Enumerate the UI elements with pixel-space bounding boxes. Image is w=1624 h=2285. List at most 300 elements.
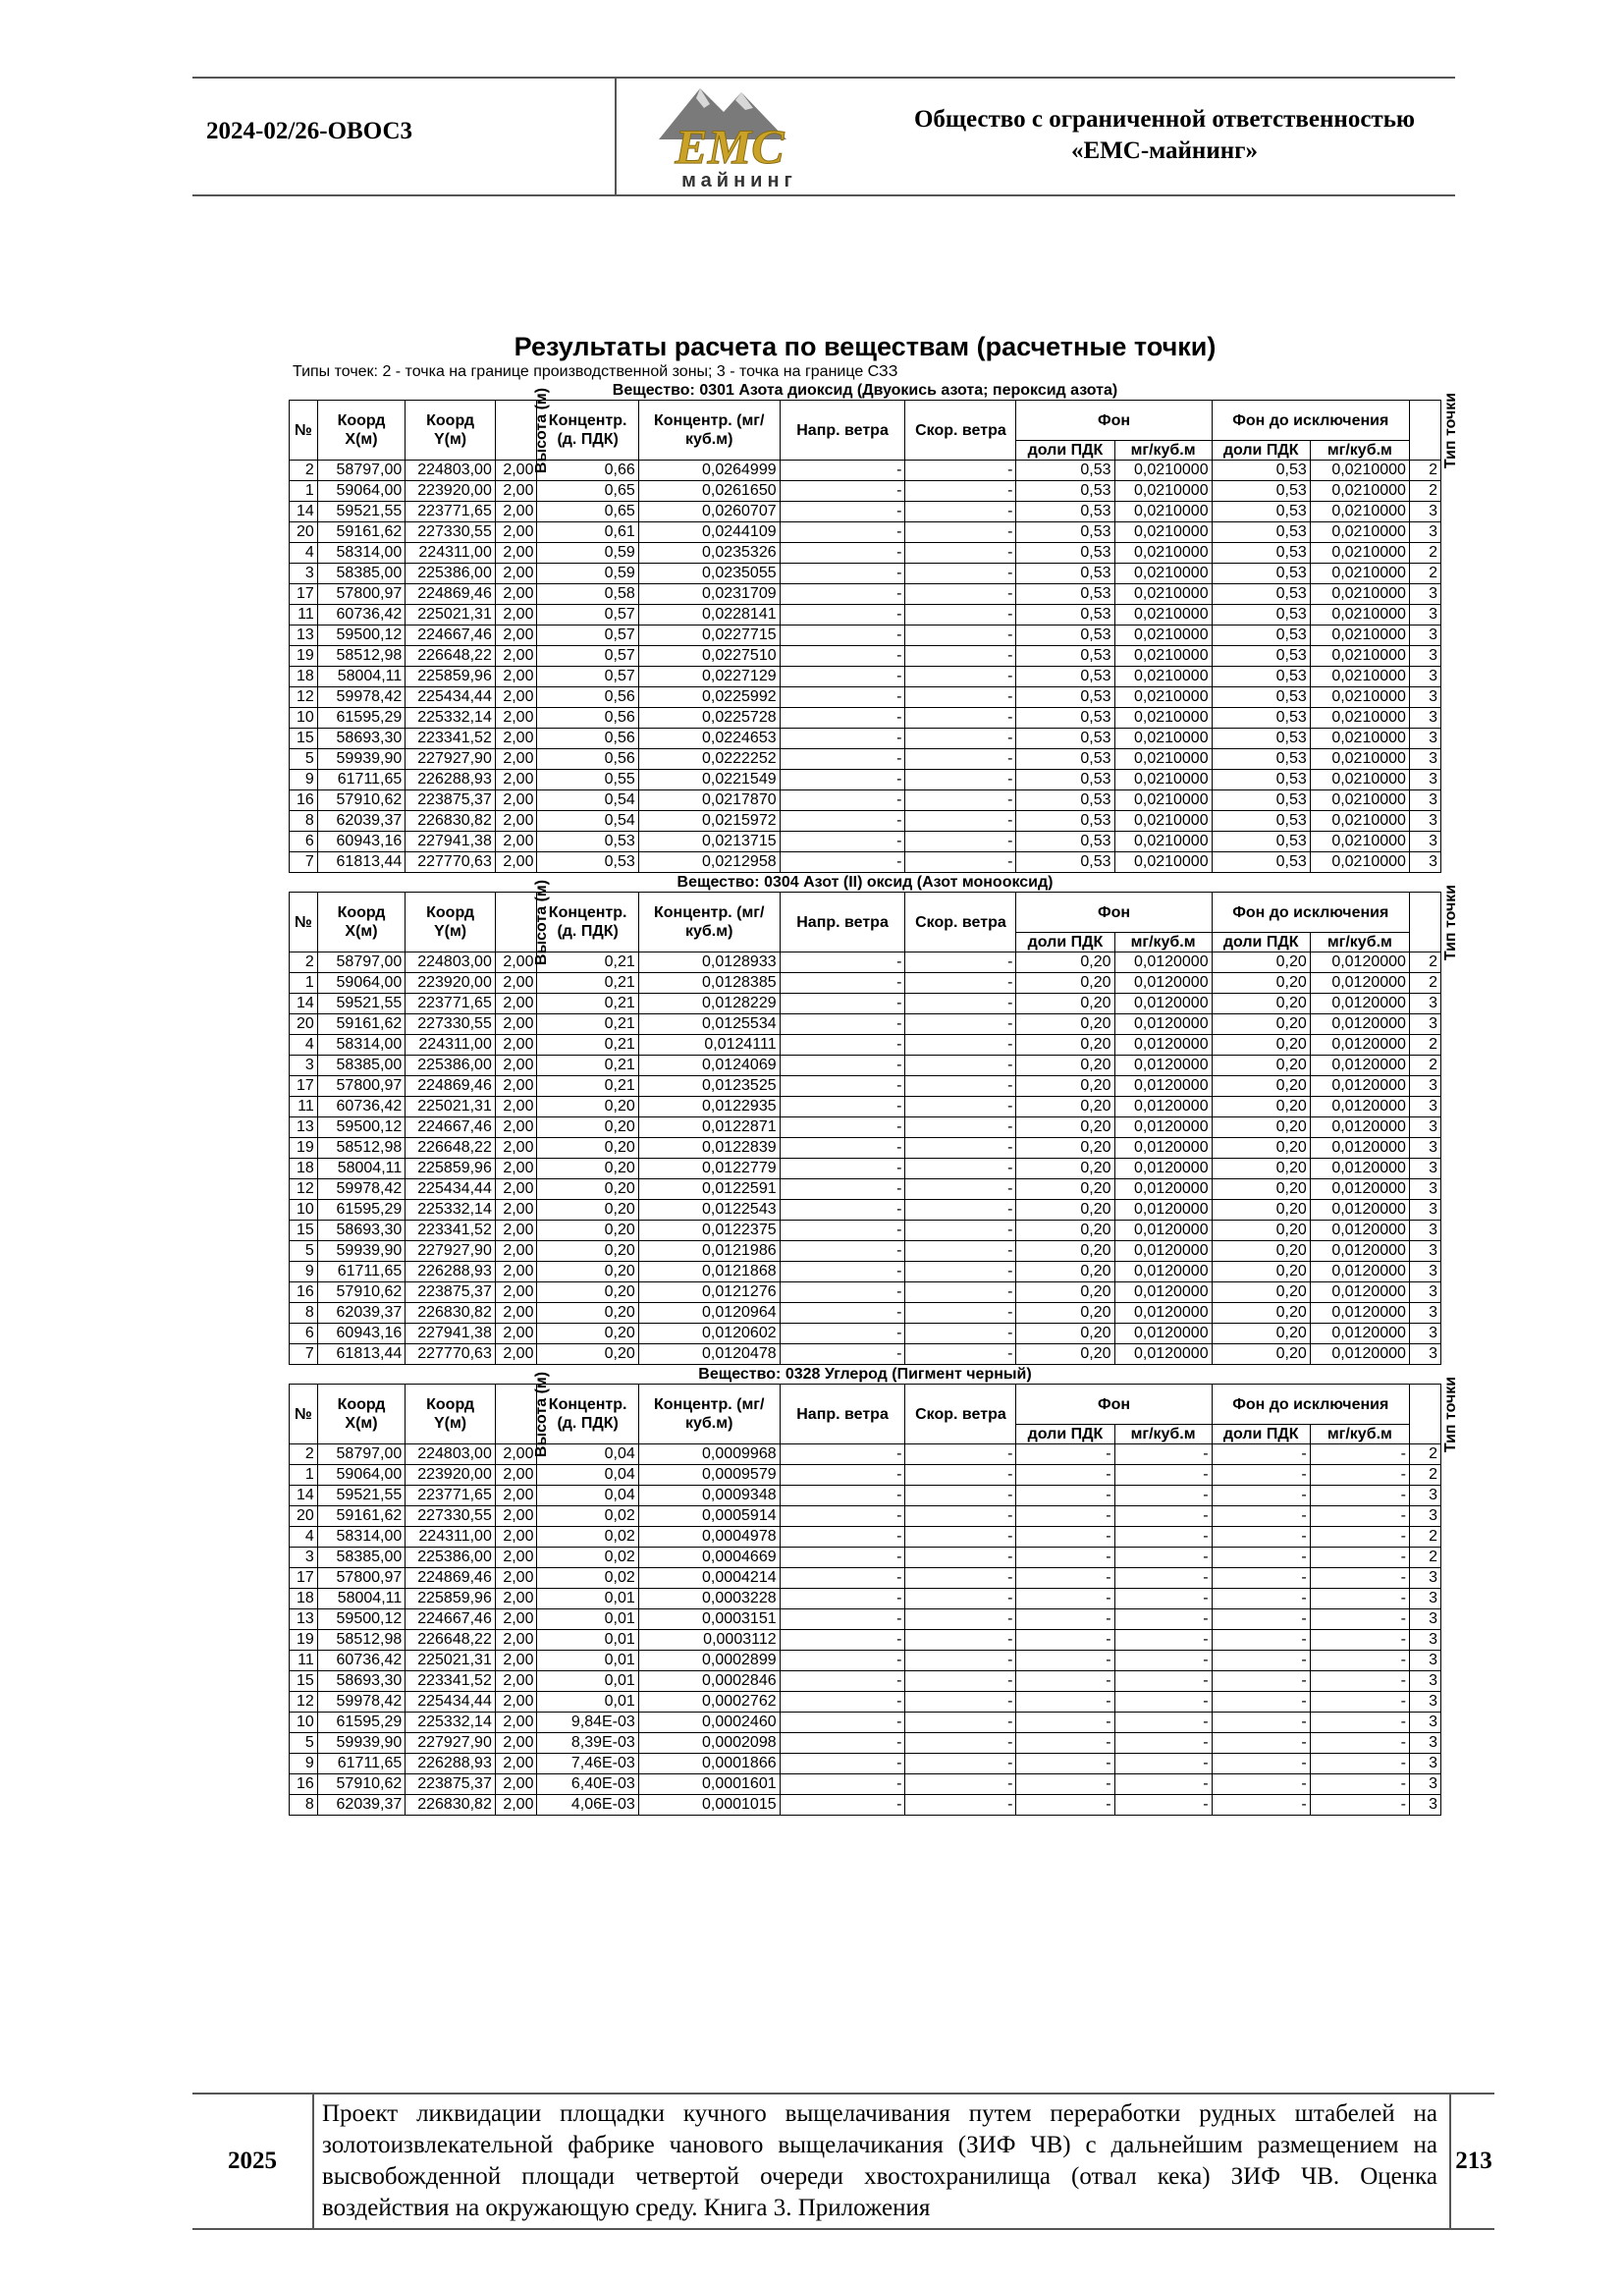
table-cell: 0,0225992 bbox=[638, 687, 780, 708]
col-wind-speed: Скор. ветра bbox=[905, 893, 1016, 952]
table-cell: 0,0210000 bbox=[1310, 543, 1409, 564]
table-cell: 0,0120000 bbox=[1310, 1282, 1409, 1303]
table-cell: 0,53 bbox=[1016, 729, 1114, 749]
table-cell: 0,0120000 bbox=[1114, 1076, 1212, 1097]
table-cell: 11 bbox=[290, 605, 318, 626]
table-cell: 0,0215972 bbox=[638, 811, 780, 832]
table-row bbox=[290, 1568, 1441, 1589]
logo-subtext: майнинг bbox=[681, 170, 797, 191]
table-cell: 2,00 bbox=[495, 646, 537, 667]
table-cell: - bbox=[780, 1221, 905, 1241]
table-cell: 14 bbox=[290, 994, 318, 1014]
table-cell: 0,0120000 bbox=[1310, 1117, 1409, 1138]
table-cell: - bbox=[1310, 1548, 1409, 1568]
table-cell: 16 bbox=[290, 1282, 318, 1303]
table-cell: 58004,11 bbox=[317, 1159, 405, 1179]
col-coord-x: Коорд X(м) bbox=[317, 1385, 405, 1444]
table-cell: 226288,93 bbox=[406, 1262, 496, 1282]
table-cell: 0,0210000 bbox=[1114, 605, 1212, 626]
table-cell: 19 bbox=[290, 1138, 318, 1159]
table-cell: - bbox=[780, 1179, 905, 1200]
table-cell: - bbox=[905, 790, 1016, 811]
table-row bbox=[290, 1651, 1441, 1671]
table-cell: - bbox=[780, 481, 905, 502]
table-cell: 0,66 bbox=[537, 461, 638, 481]
table-cell: 0,0120000 bbox=[1310, 1344, 1409, 1365]
col-number: № bbox=[290, 893, 318, 952]
table-cell: 0,20 bbox=[1016, 1035, 1114, 1056]
table-row bbox=[290, 1754, 1441, 1774]
table-cell: 0,20 bbox=[1016, 952, 1114, 973]
table-cell: - bbox=[1114, 1506, 1212, 1527]
table-cell: 0,20 bbox=[1016, 1159, 1114, 1179]
table-cell: 5 bbox=[290, 1241, 318, 1262]
table-cell: 0,0001866 bbox=[638, 1754, 780, 1774]
table-cell: 0,02 bbox=[537, 1506, 638, 1527]
table-cell: 0,20 bbox=[1212, 1200, 1310, 1221]
table-cell: 0,20 bbox=[1016, 1221, 1114, 1241]
table-cell: 2,00 bbox=[495, 1506, 537, 1527]
table-cell: 2 bbox=[1409, 543, 1440, 564]
col-coord-y: Коорд Y(м) bbox=[406, 893, 496, 952]
table-cell: 0,0210000 bbox=[1310, 502, 1409, 522]
table-cell: 0,0120000 bbox=[1114, 1014, 1212, 1035]
table-cell: 2,00 bbox=[495, 994, 537, 1014]
table-cell: 223771,65 bbox=[406, 994, 496, 1014]
table-cell: 0,0210000 bbox=[1114, 852, 1212, 873]
table-cell: 0,0235326 bbox=[638, 543, 780, 564]
table-cell: 0,0123525 bbox=[638, 1076, 780, 1097]
table-cell: - bbox=[1114, 1589, 1212, 1609]
table-cell: 224803,00 bbox=[406, 952, 496, 973]
table-cell: 3 bbox=[1409, 687, 1440, 708]
col-bgx-mg: мг/куб.м bbox=[1310, 933, 1409, 952]
table-cell: - bbox=[1016, 1527, 1114, 1548]
table-cell: 226288,93 bbox=[406, 770, 496, 790]
col-background: Фон bbox=[1016, 893, 1212, 933]
logo-text: ЕМС bbox=[675, 119, 785, 174]
table-cell: 20 bbox=[290, 1506, 318, 1527]
table-cell: 0,53 bbox=[1016, 646, 1114, 667]
table-cell: - bbox=[905, 1548, 1016, 1568]
table-cell: 59161,62 bbox=[317, 1014, 405, 1035]
table-cell: 0,20 bbox=[1016, 1076, 1114, 1097]
table-cell: 227330,55 bbox=[406, 1014, 496, 1035]
table-cell: 14 bbox=[290, 502, 318, 522]
col-height-label: Высота (м) bbox=[532, 1371, 550, 1457]
table-cell: 61711,65 bbox=[317, 770, 405, 790]
table-cell: 227941,38 bbox=[406, 832, 496, 852]
table-cell: 0,0210000 bbox=[1114, 522, 1212, 543]
table-row bbox=[290, 687, 1441, 708]
table-cell: 2,00 bbox=[495, 1200, 537, 1221]
table-cell: 0,0210000 bbox=[1114, 481, 1212, 502]
table-cell: 58004,11 bbox=[317, 667, 405, 687]
table-cell: 5 bbox=[290, 1733, 318, 1754]
table-cell: 3 bbox=[1409, 1159, 1440, 1179]
table-cell: 0,0120000 bbox=[1114, 1056, 1212, 1076]
table-cell: - bbox=[1310, 1754, 1409, 1774]
table-cell: 0,0120000 bbox=[1114, 973, 1212, 994]
table-cell: 2,00 bbox=[495, 564, 537, 584]
table-cell: 7 bbox=[290, 852, 318, 873]
table-cell: 15 bbox=[290, 1221, 318, 1241]
table-cell: - bbox=[780, 1671, 905, 1692]
table-cell: - bbox=[780, 1733, 905, 1754]
table-cell: 2 bbox=[1409, 952, 1440, 973]
table-cell: 16 bbox=[290, 1774, 318, 1795]
table-cell: 0,53 bbox=[1016, 852, 1114, 873]
table-cell: 0,20 bbox=[1212, 1138, 1310, 1159]
table-cell: 0,0121986 bbox=[638, 1241, 780, 1262]
table-cell: 0,0121868 bbox=[638, 1262, 780, 1282]
table-cell: 0,0120000 bbox=[1310, 994, 1409, 1014]
table-cell: 59521,55 bbox=[317, 502, 405, 522]
table-cell: 62039,37 bbox=[317, 1303, 405, 1324]
table-cell: - bbox=[1114, 1609, 1212, 1630]
table-cell: - bbox=[780, 811, 905, 832]
table-row bbox=[290, 1444, 1441, 1465]
table-cell: 3 bbox=[1409, 1630, 1440, 1651]
table-cell: 60736,42 bbox=[317, 1097, 405, 1117]
table-cell: - bbox=[780, 1241, 905, 1262]
table-cell: - bbox=[905, 1282, 1016, 1303]
table-cell: 0,20 bbox=[1212, 1262, 1310, 1282]
table-cell: 0,20 bbox=[1016, 1056, 1114, 1076]
table-cell: - bbox=[780, 1344, 905, 1365]
table-cell: 0,0210000 bbox=[1310, 811, 1409, 832]
col-background: Фон bbox=[1016, 401, 1212, 441]
table-cell: 0,54 bbox=[537, 790, 638, 811]
table-cell: - bbox=[1114, 1651, 1212, 1671]
col-bg-mg: мг/куб.м bbox=[1114, 441, 1212, 461]
table-cell: 0,01 bbox=[537, 1630, 638, 1651]
col-conc-pdk: Концентр. (д. ПДК) bbox=[537, 893, 638, 952]
table-cell: 19 bbox=[290, 646, 318, 667]
table-cell: 3 bbox=[290, 1056, 318, 1076]
table-cell: 0,0001015 bbox=[638, 1795, 780, 1816]
table-cell: 0,53 bbox=[1212, 708, 1310, 729]
table-cell: 2,00 bbox=[495, 1159, 537, 1179]
table-cell: 0,0120000 bbox=[1310, 1076, 1409, 1097]
table-cell: 2,00 bbox=[495, 973, 537, 994]
table-cell: 3 bbox=[1409, 522, 1440, 543]
table-cell: 224869,46 bbox=[406, 1076, 496, 1097]
table-cell: 3 bbox=[1409, 1117, 1440, 1138]
table-cell: - bbox=[780, 646, 905, 667]
table-row bbox=[290, 1241, 1441, 1262]
table-row bbox=[290, 973, 1441, 994]
footer-year: 2025 bbox=[192, 2095, 314, 2228]
table-cell: 0,53 bbox=[1016, 708, 1114, 729]
table-cell: 0,0221549 bbox=[638, 770, 780, 790]
table-cell: 0,0120000 bbox=[1114, 1324, 1212, 1344]
table-cell: 0,56 bbox=[537, 729, 638, 749]
report-section bbox=[289, 330, 1460, 1816]
table-cell: 0,0120000 bbox=[1310, 1324, 1409, 1344]
table-row bbox=[290, 1486, 1441, 1506]
table-cell: 224311,00 bbox=[406, 543, 496, 564]
table-cell: - bbox=[1016, 1671, 1114, 1692]
table-cell: 58314,00 bbox=[317, 1035, 405, 1056]
table-cell: 0,0003151 bbox=[638, 1609, 780, 1630]
table-cell: 0,20 bbox=[537, 1200, 638, 1221]
col-point-type bbox=[1409, 1376, 1460, 1452]
table-cell: 0,20 bbox=[537, 1282, 638, 1303]
table-cell: 0,0120000 bbox=[1114, 1117, 1212, 1138]
table-cell: 0,0222252 bbox=[638, 749, 780, 770]
table-cell: 225859,96 bbox=[406, 1159, 496, 1179]
table-cell: 0,0002899 bbox=[638, 1651, 780, 1671]
table-cell: 3 bbox=[1409, 1568, 1440, 1589]
col-bg-mg: мг/куб.м bbox=[1114, 1425, 1212, 1444]
table-cell: - bbox=[1310, 1527, 1409, 1548]
table-cell: 2,00 bbox=[495, 832, 537, 852]
table-cell: 0,20 bbox=[537, 1097, 638, 1117]
table-cell: - bbox=[905, 1795, 1016, 1816]
table-cell: 2,00 bbox=[495, 1344, 537, 1365]
col-conc-mg: Концентр. (мг/куб.м) bbox=[638, 401, 780, 461]
substance-title: Вещество: 0304 Азот (II) оксид (Азот монооксид) bbox=[677, 874, 1054, 891]
table-cell: 0,0261650 bbox=[638, 481, 780, 502]
table-cell: 227330,55 bbox=[406, 1506, 496, 1527]
table-cell: - bbox=[1212, 1486, 1310, 1506]
table-row bbox=[290, 708, 1441, 729]
table-row bbox=[290, 1179, 1441, 1200]
table-cell: - bbox=[780, 1159, 905, 1179]
table-cell: - bbox=[1212, 1465, 1310, 1486]
table-cell: 3 bbox=[1409, 1076, 1440, 1097]
table-cell: 58693,30 bbox=[317, 1221, 405, 1241]
table-cell: 6,40E-03 bbox=[537, 1774, 638, 1795]
table-cell: 227941,38 bbox=[406, 1324, 496, 1344]
table-cell: 0,53 bbox=[1212, 749, 1310, 770]
table-cell: 0,0212958 bbox=[638, 852, 780, 873]
table-cell: 2,00 bbox=[495, 1774, 537, 1795]
table-cell: 7 bbox=[290, 1344, 318, 1365]
point-type-legend: Типы точек: 2 - точка на границе производственной зоны; 3 - точка на границе СЗЗ bbox=[293, 363, 898, 380]
table-cell: 2,00 bbox=[495, 687, 537, 708]
table-cell: 61711,65 bbox=[317, 1754, 405, 1774]
table-cell: 0,53 bbox=[1212, 646, 1310, 667]
table-cell: 0,20 bbox=[1016, 1241, 1114, 1262]
table-row bbox=[290, 1056, 1441, 1076]
page-number: 213 bbox=[1449, 2095, 1496, 2228]
table-cell: - bbox=[905, 952, 1016, 973]
table-cell: 3 bbox=[1409, 708, 1440, 729]
table-cell: 0,0210000 bbox=[1114, 626, 1212, 646]
table-cell: - bbox=[780, 1097, 905, 1117]
table-cell: 62039,37 bbox=[317, 1795, 405, 1816]
table-cell: 0,0002762 bbox=[638, 1692, 780, 1713]
table-cell: 3 bbox=[1409, 790, 1440, 811]
table-row bbox=[290, 522, 1441, 543]
table-cell: 225386,00 bbox=[406, 1548, 496, 1568]
table-cell: 0,0009348 bbox=[638, 1486, 780, 1506]
table-cell: 3 bbox=[1409, 626, 1440, 646]
table-cell: 0,20 bbox=[1212, 1035, 1310, 1056]
table-cell: - bbox=[780, 994, 905, 1014]
table-cell: 223341,52 bbox=[406, 1671, 496, 1692]
table-cell: 58693,30 bbox=[317, 729, 405, 749]
table-cell: - bbox=[1212, 1444, 1310, 1465]
substance-title: Вещество: 0301 Азота диоксид (Двуокись азота; пероксид азота) bbox=[612, 382, 1118, 399]
table-cell: 0,20 bbox=[1212, 1014, 1310, 1035]
table-cell: 3 bbox=[1409, 1138, 1440, 1159]
table-cell: 3 bbox=[1409, 1506, 1440, 1527]
table-row bbox=[290, 1733, 1441, 1754]
table-cell: - bbox=[905, 708, 1016, 729]
table-cell: 226648,22 bbox=[406, 1138, 496, 1159]
table-cell: 2,00 bbox=[495, 1262, 537, 1282]
table-cell: - bbox=[905, 584, 1016, 605]
table-cell: 0,53 bbox=[1212, 461, 1310, 481]
table-cell: 0,20 bbox=[537, 1262, 638, 1282]
table-cell: 57910,62 bbox=[317, 790, 405, 811]
table-cell: - bbox=[780, 1056, 905, 1076]
table-cell: 0,0124069 bbox=[638, 1056, 780, 1076]
table-cell: 0,0003112 bbox=[638, 1630, 780, 1651]
table-cell: 2,00 bbox=[495, 770, 537, 790]
table-cell: 0,0120000 bbox=[1310, 952, 1409, 973]
col-point-type-label: Тип точки bbox=[1442, 1376, 1460, 1452]
table-cell: 0,53 bbox=[1016, 605, 1114, 626]
header-divider bbox=[615, 79, 617, 194]
table-cell: - bbox=[1212, 1548, 1310, 1568]
table-cell: 0,21 bbox=[537, 1056, 638, 1076]
table-cell: 0,53 bbox=[1016, 770, 1114, 790]
table-cell: 0,21 bbox=[537, 1076, 638, 1097]
table-cell: 0,0122591 bbox=[638, 1179, 780, 1200]
table-cell: 18 bbox=[290, 1589, 318, 1609]
table-cell: 0,20 bbox=[1016, 1262, 1114, 1282]
table-cell: 0,0120000 bbox=[1114, 994, 1212, 1014]
table-cell: 0,57 bbox=[537, 667, 638, 687]
table-cell: 2,00 bbox=[495, 708, 537, 729]
table-cell: 4,06E-03 bbox=[537, 1795, 638, 1816]
substance-title: Вещество: 0328 Углерод (Пигмент черный) bbox=[698, 1366, 1032, 1383]
table-cell: 12 bbox=[290, 1179, 318, 1200]
table-cell: 0,0120000 bbox=[1310, 1097, 1409, 1117]
table-row bbox=[290, 1795, 1441, 1816]
table-cell: 225434,44 bbox=[406, 1692, 496, 1713]
table-cell: 227770,63 bbox=[406, 1344, 496, 1365]
table-cell: 3 bbox=[1409, 605, 1440, 626]
table-cell: 224803,00 bbox=[406, 1444, 496, 1465]
table-cell: - bbox=[905, 832, 1016, 852]
table-cell: - bbox=[1016, 1568, 1114, 1589]
table-cell: - bbox=[1212, 1733, 1310, 1754]
table-cell: 2,00 bbox=[495, 1733, 537, 1754]
table-cell: 3 bbox=[1409, 1282, 1440, 1303]
table-cell: 2,00 bbox=[495, 1754, 537, 1774]
table-cell: 0,0210000 bbox=[1310, 687, 1409, 708]
table-cell: 3 bbox=[1409, 1200, 1440, 1221]
table-cell: 223920,00 bbox=[406, 481, 496, 502]
table-cell: 0,53 bbox=[1016, 749, 1114, 770]
table-cell: 0,0210000 bbox=[1310, 461, 1409, 481]
table-cell: 0,0227510 bbox=[638, 646, 780, 667]
table-cell: 0,02 bbox=[537, 1568, 638, 1589]
table-cell: 2 bbox=[1409, 1444, 1440, 1465]
table-cell: 3 bbox=[1409, 1671, 1440, 1692]
table-cell: 0,53 bbox=[1016, 564, 1114, 584]
table-cell: 60943,16 bbox=[317, 1324, 405, 1344]
col-bg-pdk: доли ПДК bbox=[1016, 441, 1114, 461]
table-cell: 14 bbox=[290, 1486, 318, 1506]
table-cell: - bbox=[905, 1097, 1016, 1117]
table-cell: 0,02 bbox=[537, 1548, 638, 1568]
table-cell: - bbox=[905, 1713, 1016, 1733]
table-cell: 223875,37 bbox=[406, 1774, 496, 1795]
table-cell: 0,20 bbox=[1212, 1056, 1310, 1076]
table-cell: 0,01 bbox=[537, 1589, 638, 1609]
footer-project-title: Проект ликвидации площадки кучного выщелачивания путем переработки рудных штабелей на золотоизвлекательной фабрике чанового выщелачикания (ЗИФ ЧВ) с дальнейшим размещением на высвобожденной площади четвертой очереди хвостохранилища (отвал кека) ЗИФ ЧВ. Оценка воздействия на окружающую среду. Книга 3. Приложения bbox=[322, 2100, 1437, 2221]
table-cell: - bbox=[780, 1609, 905, 1630]
table-cell: - bbox=[905, 811, 1016, 832]
table-cell: - bbox=[780, 1548, 905, 1568]
table-cell: - bbox=[1016, 1774, 1114, 1795]
table-cell: 0,0120964 bbox=[638, 1303, 780, 1324]
table-row bbox=[290, 543, 1441, 564]
table-cell: 0,04 bbox=[537, 1465, 638, 1486]
table-cell: 0,0210000 bbox=[1310, 646, 1409, 667]
table-cell: - bbox=[1016, 1609, 1114, 1630]
table-cell: - bbox=[1016, 1795, 1114, 1816]
table-cell: 0,57 bbox=[537, 626, 638, 646]
table-cell: 2,00 bbox=[495, 1138, 537, 1159]
table-cell: 225434,44 bbox=[406, 687, 496, 708]
table-cell: 3 bbox=[1409, 1754, 1440, 1774]
table-cell: - bbox=[1212, 1630, 1310, 1651]
table-cell: 58512,98 bbox=[317, 1138, 405, 1159]
table-cell: - bbox=[780, 973, 905, 994]
table-cell: 9,84E-03 bbox=[537, 1713, 638, 1733]
table-cell: 0,01 bbox=[537, 1692, 638, 1713]
table-row bbox=[290, 1324, 1441, 1344]
table-cell: 225332,14 bbox=[406, 708, 496, 729]
table-cell: 60943,16 bbox=[317, 832, 405, 852]
table-cell: - bbox=[1114, 1465, 1212, 1486]
table-cell: - bbox=[1114, 1568, 1212, 1589]
table-cell: 0,20 bbox=[1212, 1344, 1310, 1365]
table-cell: - bbox=[905, 1754, 1016, 1774]
table-cell: 0,0213715 bbox=[638, 832, 780, 852]
org-line-2: «ЕМС-майнинг» bbox=[1071, 137, 1258, 164]
table-cell: - bbox=[905, 1200, 1016, 1221]
table-cell: 0,0120000 bbox=[1310, 1014, 1409, 1035]
table-cell: 58385,00 bbox=[317, 564, 405, 584]
table-cell: 17 bbox=[290, 584, 318, 605]
table-cell: - bbox=[905, 481, 1016, 502]
table-cell: 0,0210000 bbox=[1310, 584, 1409, 605]
table-cell: - bbox=[1212, 1754, 1310, 1774]
table-cell: - bbox=[780, 1076, 905, 1097]
table-cell: 61595,29 bbox=[317, 1200, 405, 1221]
col-height-label: Высота (м) bbox=[532, 387, 550, 473]
table-cell: - bbox=[1016, 1754, 1114, 1774]
col-point-type-label: Тип точки bbox=[1442, 392, 1460, 468]
table-cell: - bbox=[1212, 1506, 1310, 1527]
table-row bbox=[290, 1076, 1441, 1097]
table-cell: 2 bbox=[1409, 1465, 1440, 1486]
table-cell: 223920,00 bbox=[406, 1465, 496, 1486]
table-cell: 2,00 bbox=[495, 790, 537, 811]
table-cell: 12 bbox=[290, 687, 318, 708]
table-cell: 0,53 bbox=[1212, 605, 1310, 626]
table-cell: - bbox=[905, 1076, 1016, 1097]
table-cell: 225021,31 bbox=[406, 1097, 496, 1117]
